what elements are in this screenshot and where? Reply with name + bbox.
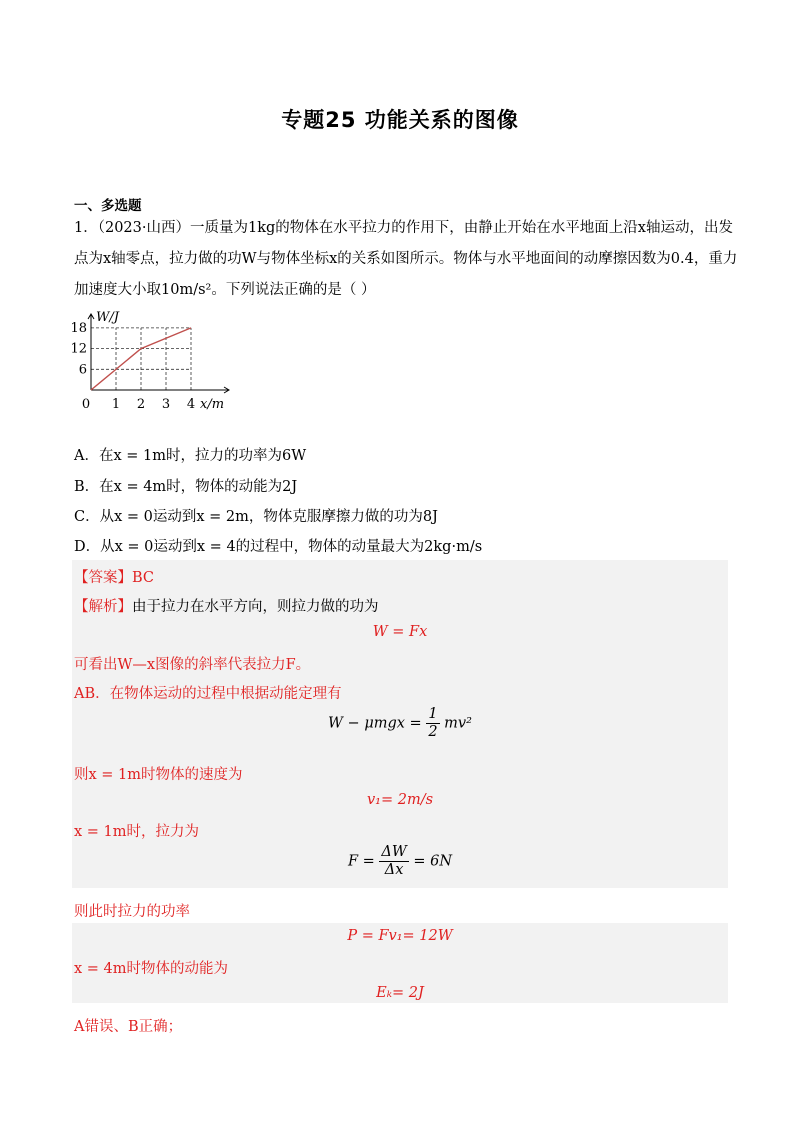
y-axis-label: W/J <box>96 310 119 325</box>
equation-energy: Eₖ= 2J <box>376 985 424 1001</box>
equation-force <box>72 844 728 879</box>
x-tick-label: 2 <box>136 397 146 412</box>
option-d: D．从x = 0运动到x = 4的过程中，物体的动量最大为2kg·m/s <box>74 539 483 555</box>
solution-line-conclusion: A错误、B正确； <box>74 1019 183 1035</box>
solution-line-force: x = 1m时，拉力为 <box>74 824 200 840</box>
fraction-denominator: 2 <box>428 724 438 740</box>
eq4-right: = 6N <box>413 853 453 870</box>
eq2-left: W − μmgx = <box>328 715 422 732</box>
analysis-line <box>74 595 379 616</box>
solution-line-velocity: 则x = 1m时物体的速度为 <box>74 767 243 783</box>
y-tick-label: 6 <box>78 362 87 378</box>
solution-line-slope: 可看出W—x图像的斜率代表拉力F。 <box>74 657 311 673</box>
fraction-numerator: 1 <box>428 706 438 722</box>
equation-work: W = Fx <box>372 624 428 640</box>
option-a: A．在x = 1m时，拉力的功率为6W <box>74 448 307 464</box>
chart-axes <box>88 310 229 412</box>
question-line-3: 加速度大小取10m/s²。下列说法正确的是（ ） <box>74 282 376 298</box>
fraction-denominator: Δx <box>384 862 404 878</box>
equation-kinetic <box>72 706 728 741</box>
page-title: 专题25 功能关系的图像 <box>281 108 519 132</box>
x-tick-label: 3 <box>161 397 171 412</box>
answer-line <box>74 566 154 587</box>
fraction-half <box>426 706 439 741</box>
solution-line-theorem: AB．在物体运动的过程中根据动能定理有 <box>74 686 342 702</box>
equation-power: P = Fv₁= 12W <box>347 928 453 944</box>
option-c: C．从x = 0运动到x = 2m，物体克服摩擦力做的功为8J <box>74 509 438 525</box>
chart-grid <box>91 328 191 390</box>
eq2-right: mv² <box>444 715 472 732</box>
x-tick-label: 4 <box>186 397 196 412</box>
answer-tag: 【答案】 <box>74 570 132 586</box>
option-b: B．在x = 4m时，物体的动能为2J <box>74 479 298 495</box>
eq4-left: F = <box>347 853 375 870</box>
fraction-delta <box>379 844 408 879</box>
work-displacement-chart <box>70 306 234 416</box>
analysis-tag: 【解析】 <box>74 599 132 615</box>
question-line-1: 1．（2023·山西）一质量为1kg的物体在水平拉力的作用下，由静止开始在水平地面上沿x轴运动，出发 <box>74 220 733 236</box>
solution-line-energy: x = 4m时物体的动能为 <box>74 961 229 977</box>
x-tick-label: 1 <box>111 397 121 412</box>
analysis-text: 由于拉力在水平方向，则拉力做的功为 <box>132 599 379 615</box>
y-tick-label: 18 <box>70 320 87 336</box>
x-tick-label: 0 <box>81 397 91 412</box>
question-line-2: 点为x轴零点，拉力做的功W与物体坐标x的关系如图所示。物体与水平地面间的动摩擦因数为0.4，重力 <box>74 251 738 267</box>
section-heading: 一、多选题 <box>74 198 142 214</box>
fraction-numerator: ΔW <box>381 844 407 860</box>
x-axis-label: x/m <box>200 397 225 412</box>
solution-line-power: 则此时拉力的功率 <box>74 904 190 920</box>
answer-value: BC <box>132 570 155 586</box>
equation-velocity: v₁= 2m/s <box>366 792 434 808</box>
y-tick-label: 12 <box>70 341 87 357</box>
